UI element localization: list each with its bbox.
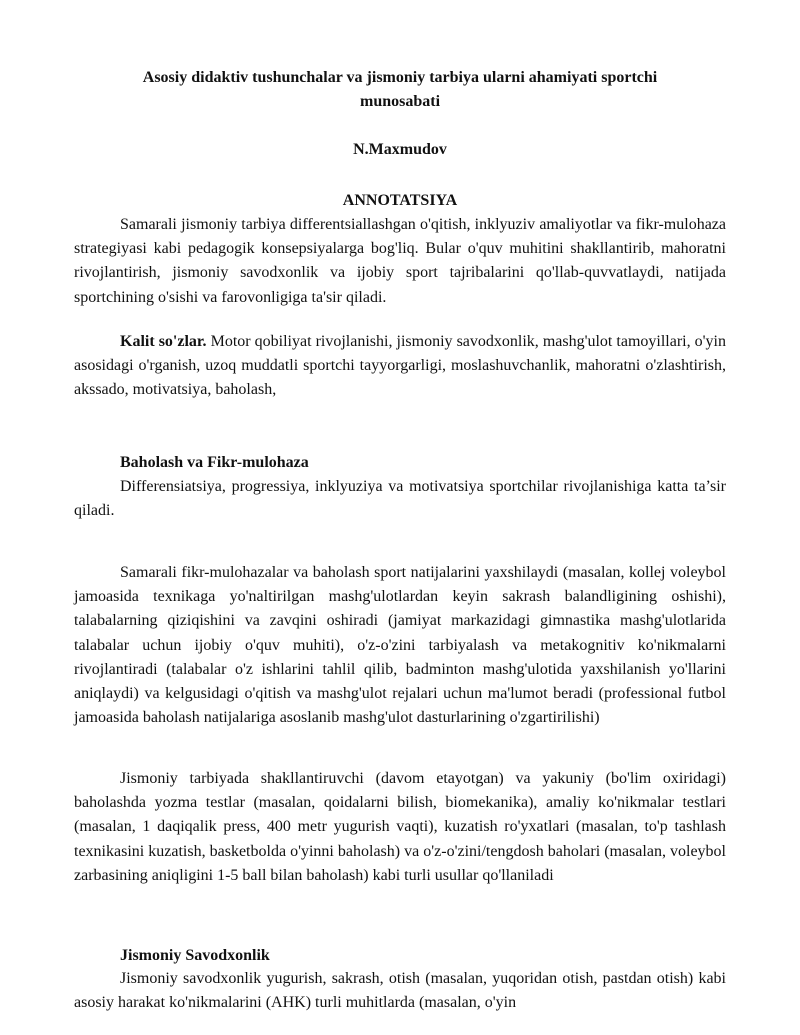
assessment-paragraph-2: Jismoniy tarbiyada shakllantiruvchi (davom etayotgan) va yakuniy (bo'lim oxiridagi) baholashda yozma testlar (masalan, qoidalarni bilish, biomekanika), amaliy ko'nikmalar testlari (masalan, 1 daqiqalik press, 400 metr yugurish vaqti), kuzatish ro'yxatlari (masalan, to'p tashlash texnikasini kuzatish, basketbolda o'yinni baholash) va o'z-o'zini/tengdosh baholari (masalan, voleybol zarbasining aniqligini 1-5 ball bilan baholash) kabi turli usullar qo'llaniladi <box>74 770 726 884</box>
keywords-label: Kalit so'zlar. <box>120 333 207 350</box>
paper-title <box>70 66 730 114</box>
paper-title-line-2: munosabati <box>359 93 441 111</box>
annotation-heading: ANNOTATSIYA <box>342 192 458 209</box>
keywords-paragraph <box>74 330 726 403</box>
author-name: N.Maxmudov <box>353 141 447 158</box>
physical-literacy-text: Jismoniy savodxonlik yugurish, sakrash, otish (masalan, yuqoridan otish, pastdan otish) kabi asosiy harakat ko'nikmalarini (AHK) turli muhitlarda (masalan, o'yin <box>74 970 726 1012</box>
annotation-text: Samarali jismoniy tarbiya differentsiallashgan o'qitish, inklyuziv amaliyotlar va fikr-mulohaza strategiyasi kabi pedagogik konsepsiyalarga bog'liq. Bular o'quv muhitini shakllantirib, mahoratni rivojlantirish, jismoniy savodxonlik va ijobiy sport tajribalarini qo'llab-quvvatlaydi, natijada sportchining o'sishi va farovonligiga ta'sir qiladi. <box>74 216 726 306</box>
assessment-paragraph-1: Samarali fikr-mulohazalar va baholash sport natijalarini yaxshilaydi (masalan, kollej voleybol jamoasida texnikaga yo'naltirilgan mashg'ulotlardan keyin sakrash balandligining oshishi), talabalarning qiziqishini va zavqini oshiradi (jamiyat markazidagi gimnastika mashg'ulotlarida talabalar uchun ijobiy o'quv muhiti), o'z-o'zini tarbiyalash va metakognitiv ko'nikmalarni rivojlantiradi (talabalar o'z ishlarini tahlil qilib, badminton mashg'ulotida yaxshilanish yo'llarini aniqlaydi) va kelgusidagi o'qitish va mashg'ulot rejalari uchun ma'lumot beradi (professional futbol jamoasida baholash natijalariga asoslanib mashg'ulot dasturlarining o'zgartirilishi) <box>74 564 726 727</box>
section-heading-assessment: Baholash va Fikr-mulohaza <box>120 454 309 471</box>
section-intro-text: Differensiatsiya, progressiya, inklyuziya va motivatsiya sportchilar rivojlanishiga katta ta’sir qiladi. <box>74 478 726 520</box>
section-heading-physical-literacy: Jismoniy Savodxonlik <box>120 947 270 964</box>
keywords-text: Motor qobiliyat rivojlanishi, jismoniy savodxonlik, mashg'ulot tamoyillari, o'yin asosidagi o'rganish, uzoq muddatli sportchi tayyorgarligi, moslashuvchanlik, mahoratni o'zlashtirish, akssado, motivatsiya, baholash, <box>74 333 726 399</box>
paper-title-line-1: Asosiy didaktiv tushunchalar va jismoniy tarbiya ularni ahamiyati sportchi <box>142 69 658 86</box>
